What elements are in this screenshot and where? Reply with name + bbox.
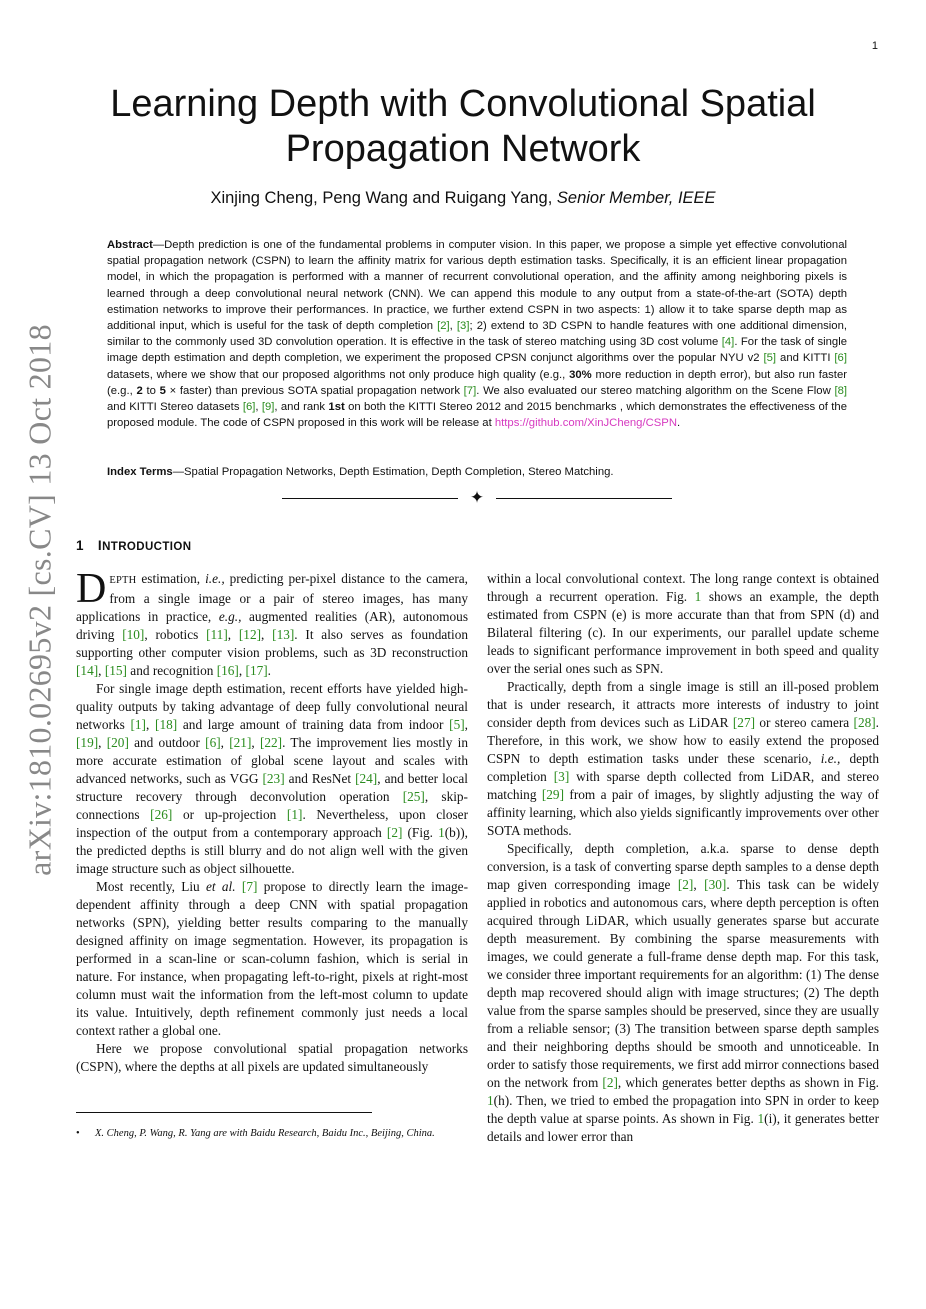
author-line bbox=[100, 189, 826, 208]
citation-link[interactable]: [16] bbox=[216, 663, 239, 678]
body-text: . This task can be widely applied in robotics and autonomous cars, where depth perception is often acquired through LiDAR, which usually generates sparse but accurate depth measurement. By combining the sparse measurements with images, we could generate a full-frame dense depth map. For this task, we consider three important requirements for an algorithm: (1) The dense depth map recovered should align with image structures; (2) The depth value from the sparse samples should be preserved, since they are usually from a reliable sensor; (3) The transition between sparse depth samples and their neighboring depths should be smooth and unnoticeable. In order to satisfy those requirements, we first add mirror connections based on the network from bbox=[487, 877, 879, 1090]
citation-link[interactable]: [3] bbox=[553, 769, 570, 784]
abstract-text: , bbox=[449, 320, 457, 333]
citation-link[interactable]: [26] bbox=[150, 807, 173, 822]
body-text: . It also serves as foundation supporting other computer vision problems, such as 3D reconstruction bbox=[76, 627, 468, 660]
body-text: (Fig. bbox=[402, 825, 439, 840]
body-text: and large amount of training data from indoor bbox=[177, 717, 450, 732]
index-terms-text: —Spatial Propagation Networks, Depth Estimation, Depth Completion, Stereo Matching. bbox=[172, 466, 614, 478]
abstract-emphasis: 2 bbox=[136, 384, 143, 397]
abstract-text: , and rank bbox=[274, 401, 329, 414]
abstract-emphasis: 30% bbox=[569, 368, 592, 381]
abstract-text: —Depth prediction is one of the fundamental problems in computer vision. In this paper, we propose a simple yet effective convolutional spatial propagation network (CSPN) to learn the affinity matrix for various depth estimation tasks. Specifically, it is an efficient linear propagation model, in which the propagation is performed with a manner of recurrent convolutional operation, and the affinity among neighboring pixels is learned through a deep convolutional neural network (CNN). We can append this module to any output from a state-of-the-art (SOTA) depth estimation networks to improve their performances. In practice, we further extend CSPN in two aspects: 1) allow it to take sparse depth map as additional input, which is useful for the task of depth completion bbox=[107, 239, 847, 333]
page-number: 1 bbox=[871, 40, 878, 52]
abstract-emphasis: 1st bbox=[328, 401, 345, 414]
body-text: , which generates better depths as shown in Fig. bbox=[617, 1075, 879, 1090]
citation-link[interactable]: [10] bbox=[122, 627, 145, 642]
italic-text: e.g., bbox=[218, 609, 242, 624]
citation-link[interactable]: [7] bbox=[463, 384, 477, 397]
paragraph bbox=[487, 840, 879, 1146]
body-text: augmented realities (AR), autonomous driving bbox=[76, 609, 468, 642]
body-text: For single image depth estimation, recent efforts have yielded high-quality outputs by taking advantage of deep fully convolutional neural networks bbox=[76, 681, 468, 732]
citation-link[interactable]: [23] bbox=[262, 771, 285, 786]
body-text: within a local convolutional context. The long range context is obtained through a recurrent operation. Fig. bbox=[487, 571, 879, 604]
section-number: 1 bbox=[76, 538, 84, 553]
abstract-text: ; 2) extend to 3D CSPN to handle features with one additional dimension, similar to the commonly used 3D convolution operation. It is effective in the task of stereo matching using 3D cost volume bbox=[107, 320, 847, 349]
abstract-text: and KITTI bbox=[776, 352, 835, 365]
figure-reference-link[interactable]: 1 bbox=[694, 589, 702, 604]
citation-link[interactable]: [29] bbox=[541, 787, 565, 802]
body-text: shows an example, the depth estimated from CSPN (e) is more accurate than that from SPN (d) and Bilateral filtering (c). In our experiments, our parallel update scheme leads to significant performance improvement in both speed and quality over the serial ones such as SPN. bbox=[487, 589, 879, 676]
citation-link[interactable]: [12] bbox=[238, 627, 262, 642]
footnote bbox=[76, 1127, 468, 1141]
body-text: and ResNet bbox=[284, 771, 356, 786]
divider-line-right bbox=[496, 498, 672, 499]
citation-link[interactable]: [14] bbox=[76, 663, 99, 678]
citation-link[interactable]: [21] bbox=[229, 735, 252, 750]
left-column bbox=[76, 566, 469, 1076]
citation-link[interactable]: [1] bbox=[286, 807, 303, 822]
divider-diamond-icon: ✦ bbox=[469, 488, 485, 508]
abstract-label: Abstract bbox=[107, 239, 153, 251]
citation-link[interactable]: [28] bbox=[853, 715, 876, 730]
abstract-text: on both the KITTI Stereo 2012 and 2015 benchmarks , which demonstrates the effectiveness of the proposed module. The code of CSPN proposed in this work will be release at bbox=[107, 401, 847, 430]
citation-link[interactable]: [4] bbox=[721, 336, 735, 349]
body-text: , bbox=[238, 663, 246, 678]
citation-link[interactable]: [5] bbox=[449, 717, 465, 732]
body-text: , bbox=[145, 717, 156, 732]
italic-text: i.e., bbox=[820, 751, 841, 766]
body-text: propose to directly learn the image-dependent affinity through a deep CNN with spatial propagation networks (SPN), yielding better results comparing to the manually designed affinity on image segmentation. However, its propagation is performed in a scan-line or scan-column fashion, which is serial in nature. For instance, when propagating left-to-right, pixels at right-most column must wait the information from the left-most column to update its value. Intuitively, depth refinement commonly just needs a local context rather a global one. bbox=[76, 879, 469, 1038]
citation-link[interactable]: [20] bbox=[106, 735, 129, 750]
figure-reference-link[interactable]: 1 bbox=[487, 1093, 494, 1108]
body-text: Specifically, depth completion, a.k.a. sparse to dense depth conversion, is a task of converting sparse depth samples to a dense depth map given corresponding image bbox=[487, 841, 879, 892]
author-membership: Senior Member, IEEE bbox=[556, 189, 716, 207]
body-text: or stereo camera bbox=[755, 715, 854, 730]
abstract-text: , bbox=[255, 401, 262, 414]
citation-link[interactable]: [27] bbox=[732, 715, 756, 730]
body-text: from a pair of images, by slightly adjusting the way of affinity learning, which also yields significantly improvements over other SOTA methods. bbox=[487, 787, 879, 838]
citation-link[interactable]: [13] bbox=[272, 627, 295, 642]
right-column bbox=[487, 570, 879, 1146]
footnote-text: X. Cheng, P. Wang, R. Yang are with Baidu Research, Baidu Inc., Beijing, China. bbox=[95, 1128, 435, 1139]
paragraph bbox=[76, 566, 468, 680]
body-text: or up-projection bbox=[172, 807, 287, 822]
body-text: , bbox=[693, 877, 705, 892]
code-url-link[interactable]: https://github.com/XinJCheng/CSPN bbox=[494, 417, 677, 430]
divider-line-left bbox=[282, 498, 458, 499]
index-terms bbox=[107, 464, 847, 480]
body-text: , bbox=[98, 663, 105, 678]
body-text: and outdoor bbox=[128, 735, 206, 750]
body-text: with sparse depth collected from LiDAR, and stereo matching bbox=[487, 769, 879, 802]
citation-link[interactable]: [6] bbox=[205, 735, 221, 750]
citation-link[interactable]: [6] bbox=[242, 401, 256, 414]
index-terms-label: Index Terms bbox=[107, 466, 173, 478]
body-text: predicting per-pixel distance to the camera, from a single image or a pair of stereo images, has many applications in practice, bbox=[76, 571, 468, 624]
citation-link[interactable]: [30] bbox=[704, 877, 727, 892]
abstract-text: . We also evaluated our stereo matching algorithm on the Scene Flow bbox=[476, 384, 835, 397]
citation-link[interactable]: [19] bbox=[76, 735, 99, 750]
citation-link[interactable]: [15] bbox=[104, 663, 127, 678]
paragraph bbox=[76, 878, 468, 1040]
abstract-text: more reduction in depth error), but also run faster (e.g., bbox=[107, 368, 847, 397]
paragraph bbox=[487, 570, 879, 678]
citation-link[interactable]: [25] bbox=[402, 789, 425, 804]
section-title-rest: NTRODUCTION bbox=[102, 541, 192, 553]
body-text: , robotics bbox=[144, 627, 207, 642]
drop-cap: D bbox=[76, 566, 107, 612]
abstract-emphasis: 5 bbox=[159, 384, 166, 397]
citation-link[interactable]: [1] bbox=[130, 717, 146, 732]
citation-link[interactable]: [24] bbox=[355, 771, 378, 786]
citation-link[interactable]: [22] bbox=[259, 735, 283, 750]
small-caps-word: EPTH bbox=[109, 575, 137, 586]
paragraph bbox=[487, 678, 879, 840]
citation-link[interactable]: [6] bbox=[834, 352, 847, 365]
section-title-initial: I bbox=[97, 538, 103, 553]
paragraph bbox=[76, 680, 468, 878]
citation-link[interactable]: [7] bbox=[241, 879, 258, 894]
abstract bbox=[107, 237, 847, 431]
body-text: , and better local structure recovery through deconvolution operation bbox=[76, 771, 468, 804]
body-text: . Nevertheless, upon closer inspection of the output from a contemporary approach bbox=[76, 807, 468, 840]
citation-link[interactable]: [17] bbox=[245, 663, 268, 678]
citation-link[interactable]: [3] bbox=[456, 320, 470, 333]
figure-reference-link[interactable]: 1 bbox=[757, 1111, 765, 1126]
citation-link[interactable]: [2] bbox=[602, 1075, 618, 1090]
body-text: (b)), the predicted depths is still blurry and do not align well with the given image structure such as object silhouette. bbox=[76, 825, 468, 876]
citation-link[interactable]: [2] bbox=[386, 825, 403, 840]
body-text: . The improvement lies mostly in more accurate estimation of global scene layout and scales with advanced networks, such as VGG bbox=[76, 735, 468, 786]
body-text: (i), it generates better details and lower error than bbox=[487, 1111, 879, 1144]
abstract-text: . For the task of single image depth estimation and depth completion, we experiment the proposed CPSN conjunct algorithms over the popular NYU v2 bbox=[107, 336, 847, 365]
body-text: Most recently, Liu bbox=[96, 879, 206, 894]
body-text: depth completion bbox=[487, 751, 879, 784]
section-heading bbox=[76, 538, 191, 553]
section-divider bbox=[282, 489, 672, 509]
citation-link[interactable]: [2] bbox=[437, 320, 450, 333]
abstract-text: × faster) than previous SOTA spatial propagation network bbox=[165, 384, 464, 397]
paragraph bbox=[76, 1040, 468, 1076]
body-text: . bbox=[267, 663, 271, 678]
abstract-text: datasets, where we show that our proposed algorithms not only produce high quality (e.g., bbox=[107, 368, 570, 381]
body-text: . Therefore, in this work, we show how to easily extend the proposed CSPN to depth estimation tasks under these scenario, bbox=[487, 715, 879, 766]
abstract-text: . bbox=[676, 417, 681, 430]
body-text: , bbox=[227, 627, 239, 642]
body-text: (h). Then, we tried to embed the propagation into SPN in order to keep the depth value at sparse points. As shown in Fig. bbox=[487, 1093, 879, 1126]
body-text: , bbox=[98, 735, 107, 750]
abstract-text: and KITTI Stereo datasets bbox=[107, 401, 243, 414]
citation-link[interactable]: [8] bbox=[834, 384, 847, 397]
abstract-text: to bbox=[142, 384, 160, 397]
citation-link[interactable]: [2] bbox=[677, 877, 694, 892]
body-text: Here we propose convolutional spatial propagation networks (CSPN), where the depths at all pixels are updated simultaneously bbox=[76, 1041, 468, 1074]
citation-link[interactable]: [5] bbox=[763, 352, 777, 365]
body-text: , bbox=[220, 735, 230, 750]
arxiv-identifier: arXiv:1810.02695v2 [cs.CV] 13 Oct 2018 bbox=[21, 324, 58, 876]
body-text: and recognition bbox=[126, 663, 217, 678]
italic-text: et al. bbox=[206, 879, 236, 894]
body-text: , skip-connections bbox=[76, 789, 468, 822]
paper-title: Learning Depth with Convolutional Spatial Propagation Network bbox=[110, 83, 816, 170]
footnote-rule bbox=[76, 1112, 372, 1113]
body-text: Practically, depth from a single image is still an ill-posed problem that is under research, it attracts more interests of industry to joint consider depth from devices such as LiDAR bbox=[487, 679, 879, 730]
citation-link[interactable]: [18] bbox=[155, 717, 178, 732]
body-text: , bbox=[251, 735, 260, 750]
footnote-bullet: • bbox=[76, 1128, 80, 1139]
figure-reference-link[interactable]: 1 bbox=[438, 825, 445, 840]
citation-link[interactable]: [11] bbox=[206, 627, 228, 642]
body-text: , bbox=[464, 717, 468, 732]
citation-link[interactable]: [9] bbox=[261, 401, 275, 414]
italic-text: i.e., bbox=[205, 571, 225, 586]
author-names: Xinjing Cheng, Peng Wang and Ruigang Yang, bbox=[210, 189, 557, 207]
body-text: , bbox=[261, 627, 273, 642]
body-text: estimation, bbox=[136, 571, 206, 586]
